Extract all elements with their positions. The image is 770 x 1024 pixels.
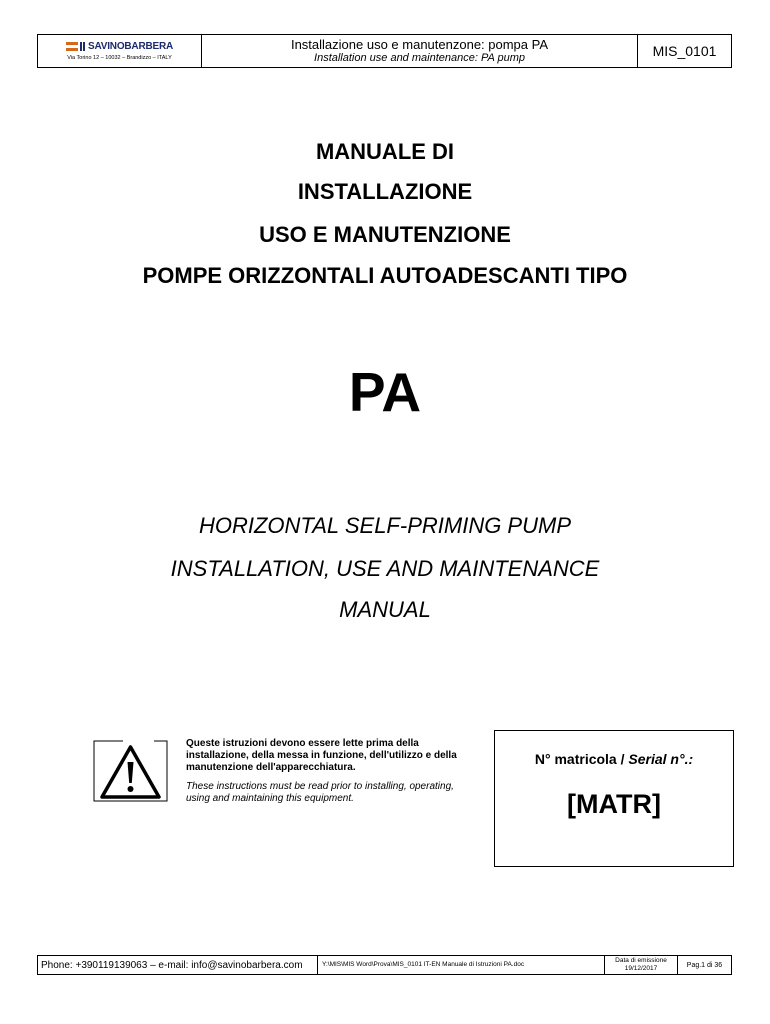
- warning-text-en: These instructions must be read prior to installing, operating, using and maintaining this equipment.: [186, 781, 454, 804]
- serial-label: [495, 751, 733, 767]
- serial-label-en: Serial n°.:: [628, 751, 694, 767]
- company-address: Via Torino 12 – 10032 – Brandizzo – ITALY: [67, 55, 172, 61]
- header-title-cell: [202, 35, 638, 67]
- title-it-line-3: USO E MANUTENZIONE: [259, 222, 511, 247]
- pump-model: PA: [348, 361, 422, 423]
- footer-date-label: Data di emissione: [615, 957, 667, 964]
- title-en-line-3: MANUAL: [339, 597, 431, 622]
- footer-contact: Phone: +390119139063 – e-mail: info@savinobarbera.com: [38, 956, 318, 974]
- title-it-line-1: MANUALE DI: [315, 139, 455, 164]
- brand-name: SAVINOBARBERA: [88, 41, 173, 52]
- page-header: [37, 34, 732, 68]
- company-logo: [66, 41, 173, 52]
- title-it-line-4: POMPE ORIZZONTALI AUTOADESCANTI TIPO: [142, 263, 628, 288]
- title-it-line-2: INSTALLAZIONE: [297, 179, 473, 204]
- footer-date-value: 19/12/2017: [624, 965, 658, 972]
- warning-text-it: Queste istruzioni devono essere lette prima della installazione, della messa in funzione, dell'utilizzo e della manutenzione dell'apparecchiatura.: [186, 738, 457, 773]
- document-code: MIS_0101: [652, 43, 717, 59]
- serial-number-box: [494, 730, 734, 867]
- logo-mark-icon: [66, 42, 85, 51]
- title-en-line-1: HORIZONTAL SELF-PRIMING PUMP: [198, 513, 571, 538]
- serial-value: [MATR]: [567, 789, 661, 819]
- footer-page-number: Pag.1 di 36: [686, 961, 723, 969]
- page-footer: [37, 955, 732, 975]
- footer-file-path: Y:\MIS\MIS Word\Prova\MIS_0101 IT-EN Manuale di Istruzioni PA.doc: [318, 956, 605, 974]
- warning-triangle-icon: [93, 740, 168, 802]
- title-en-line-2: INSTALLATION, USE AND MAINTENANCE: [170, 556, 600, 581]
- header-title-it: Installazione uso e manutenzone: pompa PA: [290, 36, 549, 52]
- warning-text: [186, 738, 476, 805]
- footer-date-cell: [605, 956, 678, 974]
- header-title-en: Installation use and maintenance: PA pump: [314, 51, 525, 64]
- serial-label-it: N° matricola /: [534, 751, 629, 767]
- company-logo-cell: [38, 35, 202, 67]
